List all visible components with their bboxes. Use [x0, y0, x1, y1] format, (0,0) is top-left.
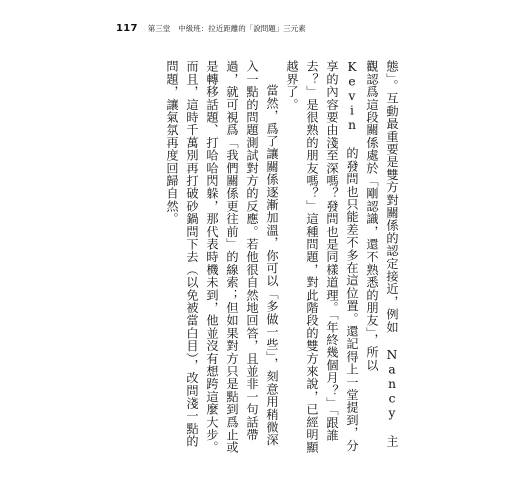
vertical-body-text [162, 60, 402, 455]
paragraph-2: 當然，爲了讓關係逐漸加溫，你可以「多做一些」，刻意用稍微深入一點的問題測試對方的反應。若他很自然地回答，且並非一句話帶過，就可視爲「我們關係更往前」的線索；但如果對方只是點到爲止或是轉移話題、打哈哈閃躲，那代表時機未到，他並沒有想跨這麼大步。而且，這時千萬別再打破砂鍋問下去（以免被當白目），改問淺一點的問題，讓氣氛再度回歸自然。 [165, 60, 279, 454]
paragraph-1: 態」。互動最重要是雙方對關係的認定接近，例如 Nancy 主觀認爲這段關係處於「剛認識，還不熟悉的朋友」，所以 Kevin 的發問也只能差不多在這位置。還記得上一堂提到，分享的內容要由淺至深嗎？發問也是同樣道理。「年終幾個月？」「跟誰去？」是很熟的朋友嗎？」這種問題，對此階段的雙方來說，已經明顯越界了。 [285, 60, 399, 454]
chapter-label: 第三堂 [147, 24, 171, 33]
page-number: 117 [116, 23, 138, 34]
running-header [116, 23, 306, 34]
chapter-title: 中級班：拉近距離的「說問題」三元素 [178, 24, 306, 33]
